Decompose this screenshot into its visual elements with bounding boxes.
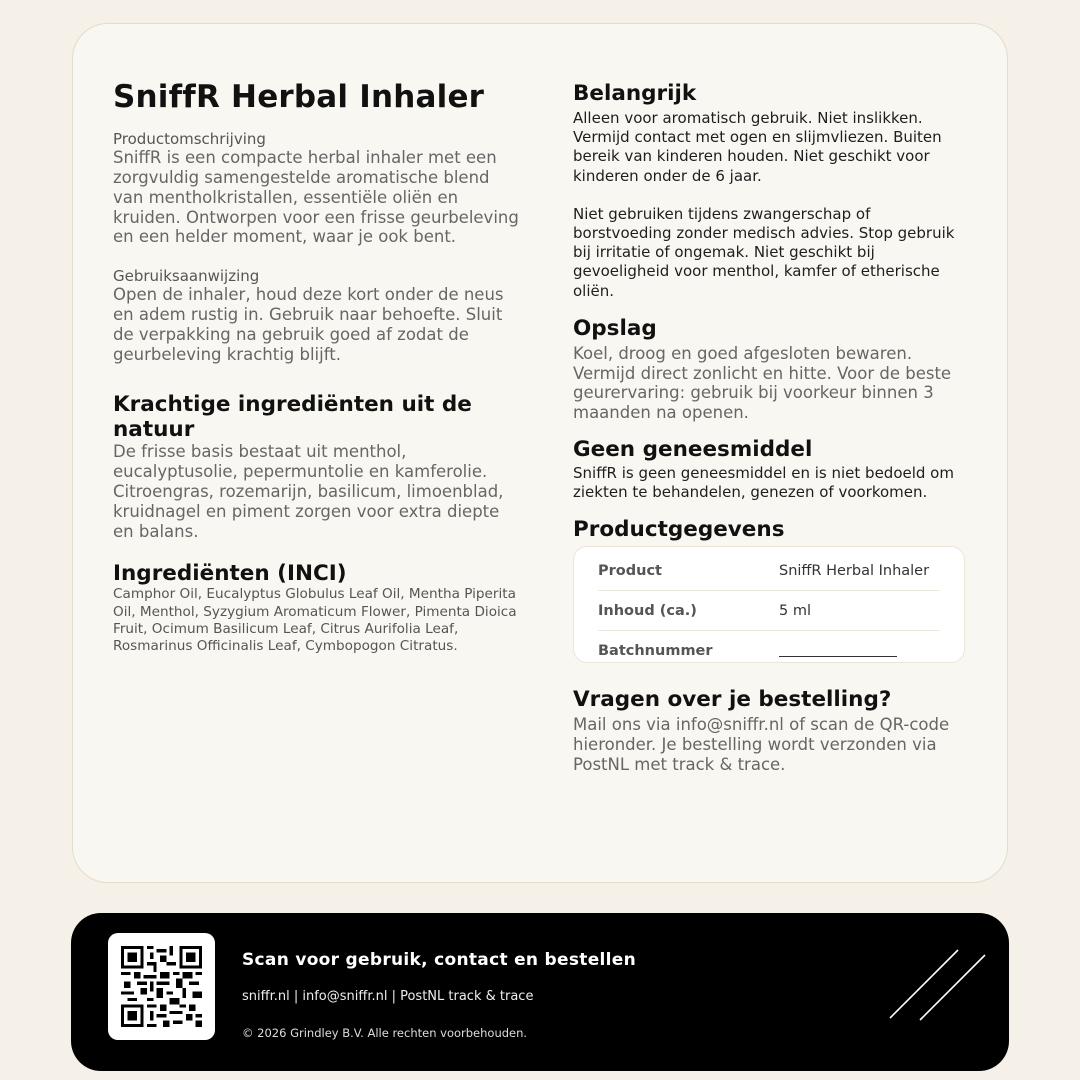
no-medicine-text: SniffR is geen geneesmiddel en is niet bedoeld om ziekten te behandelen, genezen of voorkomen.: [573, 464, 954, 502]
row-value: 5 ml: [779, 602, 811, 619]
footer-bar: [71, 913, 1009, 1071]
storage-text: Koel, droog en goed afgesloten bewaren. Vermijd direct zonlicht en hitte. Voor de beste geurervaring: gebruik bij voorkeur binnen 3 maanden na openen.: [573, 343, 952, 423]
right-column: [573, 79, 973, 775]
storage-heading: Opslag: [573, 315, 657, 341]
qr-code-icon[interactable]: [108, 933, 215, 1040]
usage-text: Open de inhaler, houd deze kort onder de neus en adem rustig in. Gebruik naar behoefte. Sluit de verpakking na gebruik goed af zodat de geurbeleving krachtig blijft.: [113, 285, 504, 364]
table-row: [598, 591, 940, 631]
table-row: [598, 631, 940, 663]
row-key: Batchnummer: [598, 642, 713, 659]
batch-number-blank: [779, 640, 897, 661]
row-value: SniffR Herbal Inhaler: [779, 562, 930, 579]
questions-heading: Vragen over je bestelling?: [573, 687, 892, 713]
footer-title: Scan voor gebruik, contact en bestellen: [242, 950, 637, 970]
left-column: [113, 79, 523, 655]
usage-label: Gebruiksaanwijzing: [113, 267, 260, 286]
important-text-1: Alleen voor aromatisch gebruik. Niet inslikken. Vermijd contact met ogen en slijmvliezen. Buiten bereik van kinderen houden. Niet geschikt voor kinderen onder de 6 jaar.: [573, 109, 942, 185]
product-info-card: [72, 23, 1008, 883]
inci-text: Camphor Oil, Eucalyptus Globulus Leaf Oil, Mentha Piperita Oil, Menthol, Syzygium Aromaticum Flower, Pimenta Dioica Fruit, Ocimum Basilicum Leaf, Citrus Aurifolia Leaf, Rosmarinus Officinalis Leaf, Cymbopogon Citratus.: [113, 586, 517, 654]
description-label: Productomschrijving: [113, 130, 266, 149]
ingredients-nature-heading: Krachtige ingrediënten uit de natuur: [113, 392, 472, 443]
footer-copyright: © 2026 Grindley B.V. Alle rechten voorbehouden.: [242, 1026, 528, 1040]
row-key: Inhoud (ca.): [598, 602, 697, 619]
ingredients-nature-text: De frisse basis bestaat uit menthol, eucalyptusolie, pepermuntolie en kamferolie. Citroengras, rozemarijn, basilicum, limoenblad, kruidnagel en piment zorgen voor extra diepte en balans.: [113, 442, 504, 541]
product-info-heading: Productgegevens: [573, 517, 785, 543]
footer-links[interactable]: sniffr.nl | info@sniffr.nl | PostNL track & trace: [242, 989, 534, 1004]
diagonal-lines-decoration: [886, 948, 986, 1023]
no-medicine-heading: Geen geneesmiddel: [573, 437, 813, 463]
questions-text: Mail ons via info@sniffr.nl of scan de QR-code hieronder. Je bestelling wordt verzonden via PostNL met track & trace.: [573, 715, 950, 775]
product-info-table: [573, 546, 965, 663]
page-title: SniffR Herbal Inhaler: [113, 79, 485, 115]
description-text: SniffR is een compacte herbal inhaler met een zorgvuldig samengestelde aromatische blend van mentholkristallen, essentiële oliën en kruiden. Ontworpen voor een frisse geurbeleving en een helder moment, waar je ook bent.: [113, 148, 519, 247]
important-heading: Belangrijk: [573, 81, 697, 106]
row-key: Product: [598, 562, 662, 579]
table-row: [598, 551, 940, 591]
inci-heading: Ingrediënten (INCI): [113, 561, 347, 587]
important-text-2: Niet gebruiken tijdens zwangerschap of borstvoeding zonder medisch advies. Stop gebruik bij irritatie of ongemak. Niet geschikt bij gevoeligheid voor menthol, kamfer of etherische oliën.: [573, 204, 955, 300]
